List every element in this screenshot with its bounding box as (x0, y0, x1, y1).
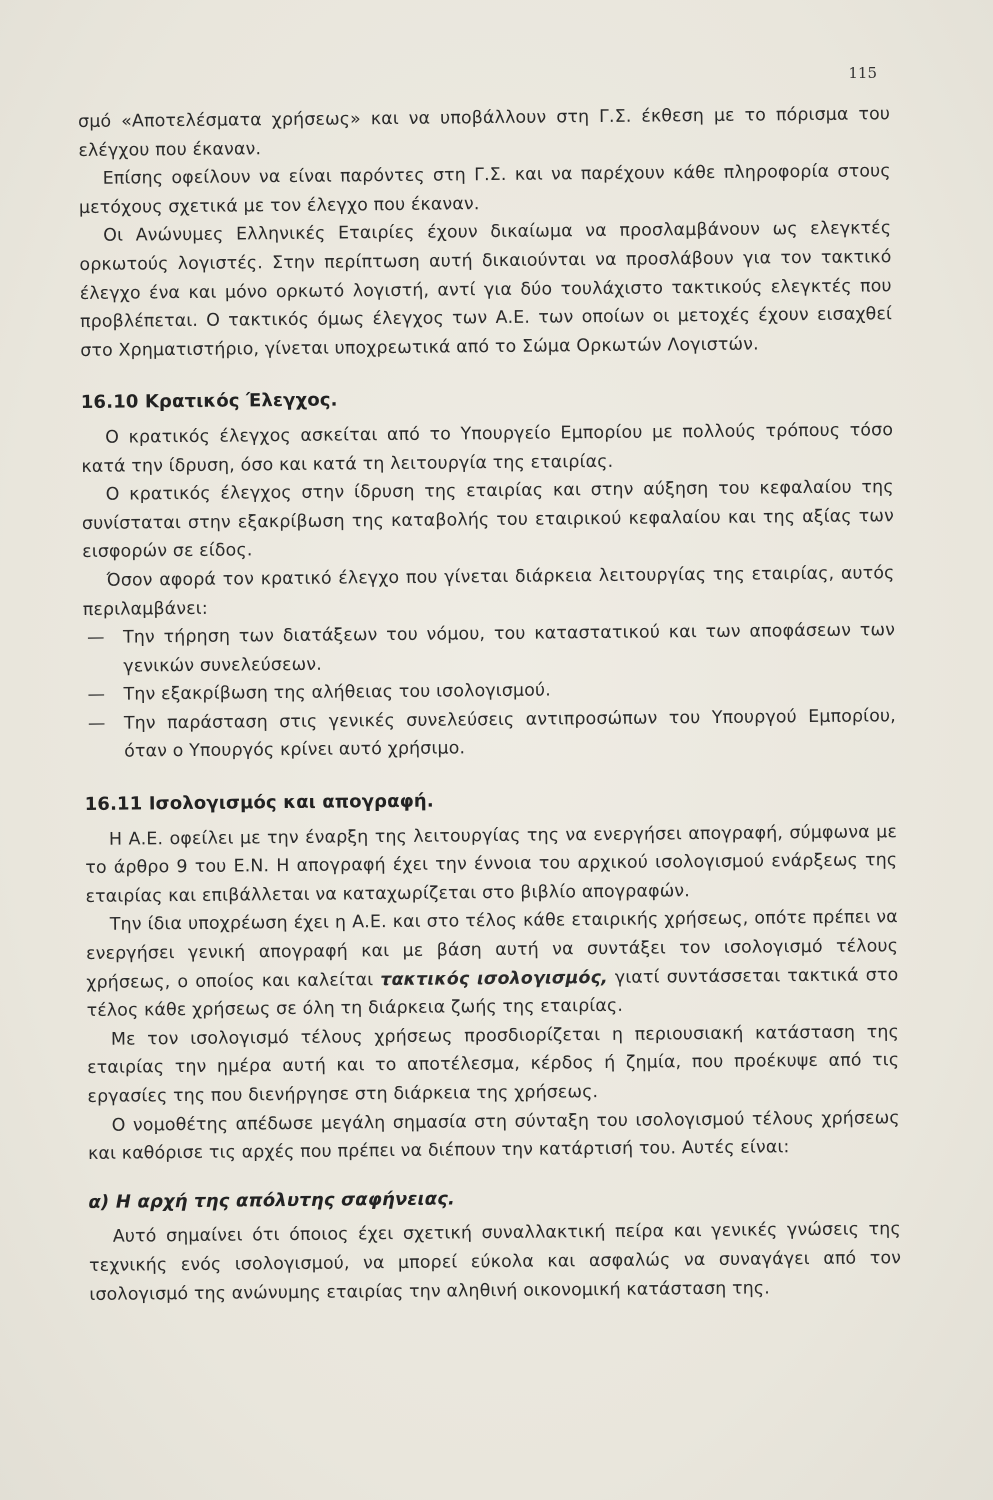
dash-bullet: — (87, 713, 106, 734)
list-item-text: Την τήρηση των διατάξεων του νόμου, του καταστατικού και των αποφάσεων των γενικών συνελεύσεων. (122, 620, 896, 677)
dash-bullet: — (87, 685, 106, 706)
paragraph (86, 904, 899, 1026)
page-body (78, 102, 901, 1309)
section-heading-16-11: 16.11 Ισολογισμός και απογραφή. (84, 790, 434, 816)
text-run: Την ίδια υποχρέωση έχει η Α.Ε. και στο τέλος κάθε εταιρικής χρήσεως, οπότε πρέπει να ενεργήσει γενική απογραφή και με βάση αυτή να συντάξει τον ισολογισμό τέλους χρήσεως, ο οποίος και καλείται (86, 907, 899, 993)
paragraph: Ο νομοθέτης απέδωσε μεγάλη σημασία στη σύνταξη του ισολογισμού τέλους χρήσεως και καθόρισε τις αρχές που πρέπει να διέπουν την κατάρτισή του. Αυτές είναι: (87, 1107, 900, 1165)
list-item (84, 702, 897, 767)
list-item-text: Την παράσταση στις γενικές συνελεύσεις αντιπροσώπων του Υπουργού Εμπορίου, όταν ο Υπουργός κρίνει αυτό χρήσιμο. (123, 706, 896, 763)
paragraph: Με τον ισολογισμό τέλους χρήσεως προσδιορίζεται η περιουσιακή κατάσταση της εταιρίας την ημέρα αυτή και το αποτέλεσμα, κέρδος ή ζημία, που προέκυψε από τις εργασίες της που διενήργησε στη διάρκεια της χρήσεως. (87, 1021, 900, 1107)
list-item-text: Την εξακρίβωση της αλήθειας του ισολογισμού. (123, 680, 551, 705)
paragraph: σμό «Αποτελέσματα χρήσεως» και να υποβάλλουν στη Γ.Σ. έκθεση με το πόρισμα του ελέγχου που έκαναν. (78, 104, 891, 161)
dash-bullet: — (86, 627, 105, 649)
subsection-heading-a: α) Η αρχή της απόλυτης σαφήνειας. (88, 1188, 456, 1213)
paragraph: Ο κρατικός έλεγχος ασκείται από το Υπουργείο Εμπορίου με πολλούς τρόπους τόσο κατά την ίδρυση, όσο και κατά τη λειτουργία της εταιρίας. (81, 420, 894, 477)
paragraph: Η Α.Ε. οφείλει με την έναρξη της λειτουργίας της να ενεργήσει απογραφή, σύμφωνα με το άρθρο 9 του Ε.Ν. Η απογραφή έχει την έννοια του αρχικού ισολογισμού ενάρξεως της εταιρίας και επιβάλλεται να καταχωρίζεται στο βιβλίο απογραφών. (85, 821, 898, 907)
text-run: γιατί συντάσσεται τακτικά στο τέλος κάθε χρήσεως σε όλη τη διάρκεια ζωής της εταιρίας. (86, 964, 899, 1022)
paragraph: Αυτό σημαίνει ότι όποιος έχει σχετική συναλλακτική πείρα και γενικές γνώσεις της τεχνικής ενός ισολογισμού, να μπορεί εύκολα και ασφαλώς να συναγάγει από τον ισολογισμό της ανώνυμης εταιρίας την αληθινή οικονομική κατάσταση της. (89, 1219, 902, 1305)
list-item (83, 616, 896, 681)
page-number: 115 (848, 64, 877, 82)
section-heading-16-10: 16.10 Κρατικός Έλεγχος. (80, 389, 338, 414)
paragraph: Οι Ανώνυμες Ελληνικές Εταιρίες έχουν δικαίωμα να προσλαμβάνουν ως ελεγκτές ορκωτούς λογιστές. Στην περίπτωση αυτή δικαιούνται να προσλάβουν για τον τακτικό έλεγχο ένα και μόνο ορκωτό λογιστή, αντί για δύο τουλάχιστο τακτικούς ελεγκτές που προβλέπεται. Ο τακτικός όμως έλεγχος των Α.Ε. των οποίων οι μετοχές έχουν εισαχθεί στο Χρηματιστήριο, γίνεται υποχρεωτικά από το Σώμα Ορκωτών Λογιστών. (79, 218, 893, 361)
paragraph: Ο κρατικός έλεγχος στην ίδρυση της εταιρίας και στην αύξηση του κεφαλαίου της συνίσταται στην εξακρίβωση της καταβολής του εταιρικού κεφαλαίου και της αξίας των εισφορών σε είδος. (81, 477, 895, 563)
paragraph: Όσον αφορά τον κρατικό έλεγχο που γίνεται διάρκεια λειτουργίας της εταιρίας, αυτός περιλαμβάνει: (82, 563, 895, 620)
emphasis-term: τακτικός ισολογισμός, (380, 967, 608, 990)
paragraph: Επίσης οφείλουν να είναι παρόντες στη Γ.Σ. και να παρέχουν κάθε πληροφορία στους μετόχους σχετικά με τον έλεγχο που έκαναν. (78, 161, 891, 218)
